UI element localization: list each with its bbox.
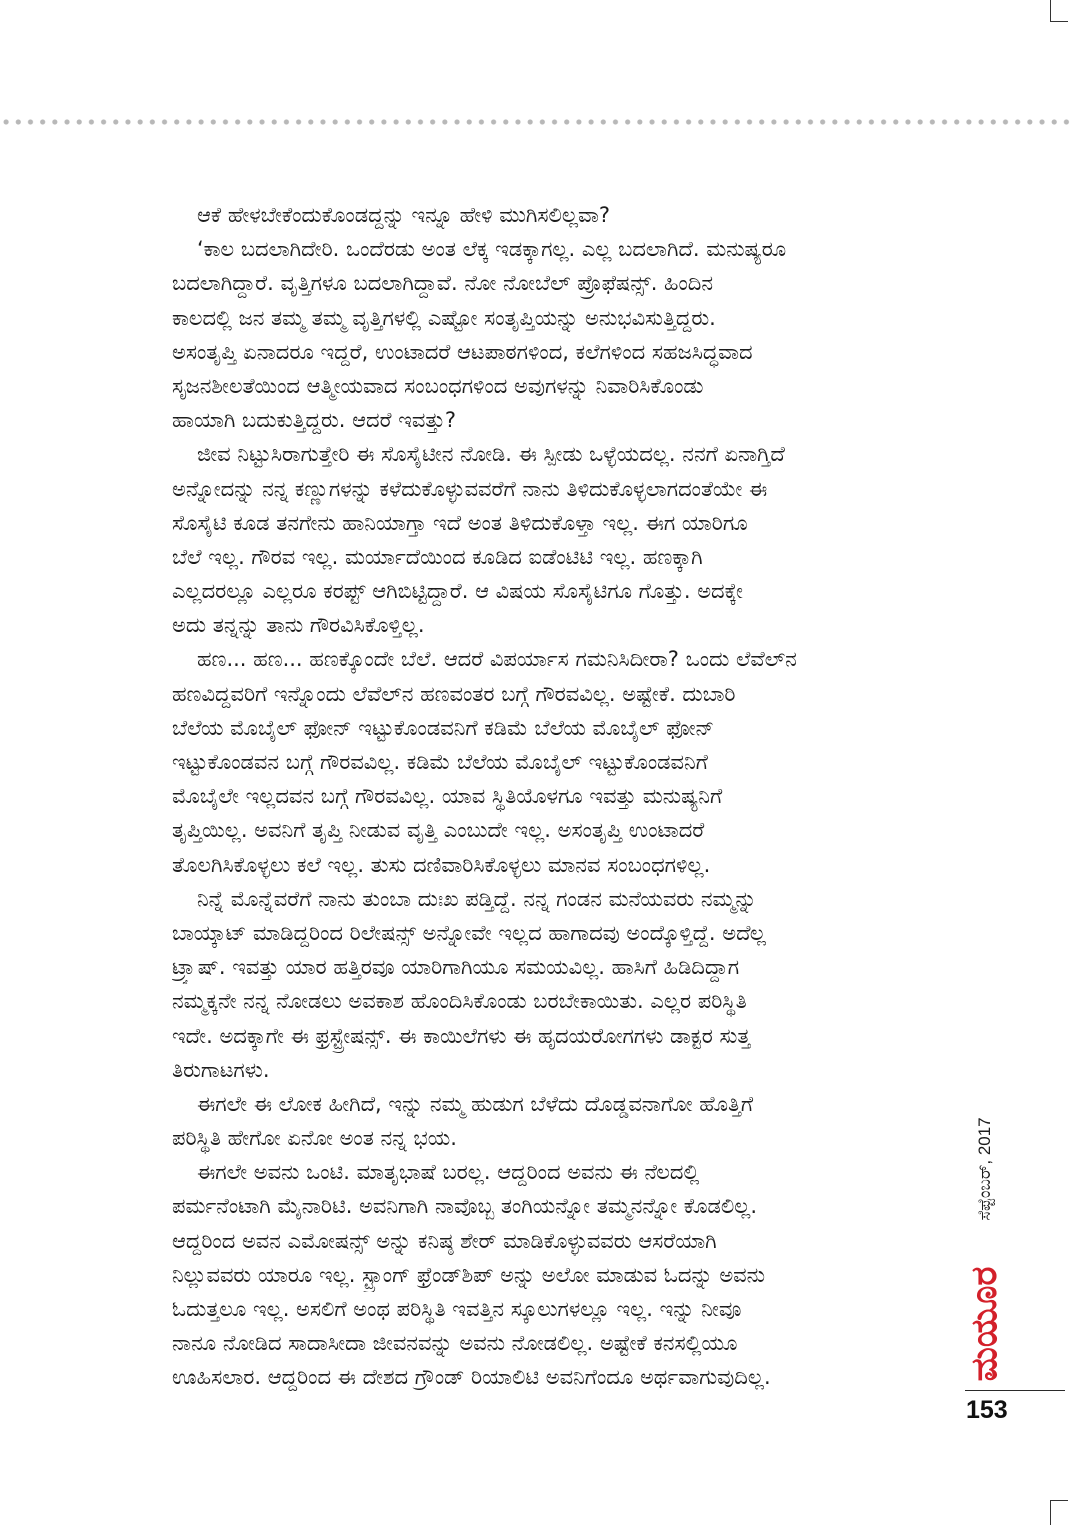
paragraph [172, 1087, 920, 1155]
text-line: ಹಣವಿದ್ದವರಿಗೆ ಇನ್ನೊಂದು ಲೆವೆಲ್‌ನ ಹಣವಂತರ ಬಗ್ಗೆ ಗೌರವವಿಲ್ಲ. ಅಷ್ಟೇಕೆ. ದುಬಾರಿ [172, 681, 736, 706]
text-line: ಆದ್ದರಿಂದ ಅವನ ಎಮೋಷನ್ಸ್ ಅನ್ನು ಕನಿಷ್ಠ ಶೇರ್ ಮಾಡಿಕೊಳ್ಳುವವರು ಆಸರೆಯಾಗಿ [172, 1228, 717, 1253]
dotted-header-rule [0, 119, 1072, 125]
text-line: ತೊಲಗಿಸಿಕೊಳ್ಳಲು ಕಲೆ ಇಲ್ಲ. ತುಸು ದಣಿವಾರಿಸಿಕೊಳ್ಳಲು ಮಾನವ ಸಂಬಂಧಗಳಿಲ್ಲ. [172, 852, 711, 877]
paragraph [172, 642, 920, 881]
crop-mark-bottom-right-horizontal [1050, 1500, 1068, 1501]
article-body [172, 198, 920, 1395]
text-line: ತೃಪ್ತಿಯಿಲ್ಲ. ಅವನಿಗೆ ತೃಪ್ತಿ ನೀಡುವ ವೃತ್ತಿ ಎಂಬುದೇ ಇಲ್ಲ. ಅಸಂತೃಪ್ತಿ ಉಂಟಾದರೆ [172, 818, 705, 843]
text-line: ಜೀವ ನಿಟ್ಟುಸಿರಾಗುತ್ತೇರಿ ಈ ಸೊಸೈಟೀನ ನೋಡಿ. ಈ ಸ್ಪೀಡು ಒಳ್ಳೆಯದಲ್ಲ. ನನಗೆ ಏನಾಗ್ತಿದೆ [197, 442, 785, 467]
crop-mark-bottom-right-vertical [1050, 1500, 1051, 1525]
text-line: ಟ್ರ್ಯಾಷ್. ಇವತ್ತು ಯಾರ ಹತ್ತಿರವೂ ಯಾರಿಗಾಗಿಯೂ ಸಮಯವಿಲ್ಲ. ಹಾಸಿಗೆ ಹಿಡಿದಿದ್ದಾಗ [172, 955, 740, 980]
text-line: ಇಟ್ಟುಕೊಂಡವನ ಬಗ್ಗೆ ಗೌರವವಿಲ್ಲ. ಕಡಿಮೆ ಬೆಲೆಯ ಮೊಬೈಲ್ ಇಟ್ಟುಕೊಂಡವನಿಗೆ [172, 750, 708, 774]
text-line: ಅದು ತನ್ನನ್ನು ತಾನು ಗೌರವಿಸಿಕೊಳ್ತಿಲ್ಲ. [172, 613, 425, 638]
paragraph [172, 437, 920, 642]
text-line: ಕಾಲದಲ್ಲಿ ಜನ ತಮ್ಮ ತಮ್ಮ ವೃತ್ತಿಗಳಲ್ಲಿ ಎಷ್ಟೋ ಸಂತೃಪ್ತಿಯನ್ನು ಅನುಭವಿಸುತ್ತಿದ್ದರು. [172, 305, 716, 330]
text-line: ಬದಲಾಗಿದ್ದಾರೆ. ವೃತ್ತಿಗಳೂ ಬದಲಾಗಿದ್ದಾವೆ. ನೋ ನೋಬೆಲ್ ಪ್ರೊಫೆಷನ್ಸ್. ಹಿಂದಿನ [172, 271, 714, 296]
page-number: 153 [966, 1396, 1008, 1424]
text-line: ಸೊಸೈಟಿ ಕೂಡ ತನಗೇನು ಹಾನಿಯಾಗ್ತಾ ಇದೆ ಅಂತ ತಿಳಿದುಕೊಳ್ತಾ ಇಲ್ಲ. ಈಗ ಯಾರಿಗೂ [172, 510, 748, 535]
text-line: ಪರಿಸ್ಥಿತಿ ಹೇಗೋ ಏನೋ ಅಂತ ನನ್ನ ಭಯ. [172, 1126, 457, 1151]
text-line: ಅಸಂತೃಪ್ತಿ ಏನಾದರೂ ಇದ್ದರೆ, ಉಂಟಾದರೆ ಆಟಪಾಠಗಳಿಂದ, ಕಲೆಗಳಿಂದ ಸಹಜಸಿದ್ಧವಾದ [172, 339, 753, 364]
text-line: ಬೆಲೆಯ ಮೊಬೈಲ್ ಫೋನ್ ಇಟ್ಟುಕೊಂಡವನಿಗೆ ಕಡಿಮೆ ಬೆಲೆಯ ಮೊಬೈಲ್ ಫೋನ್ [172, 715, 715, 740]
text-line: ಹಾಯಾಗಿ ಬದುಕುತ್ತಿದ್ದರು. ಆದರೆ ಇವತ್ತು? [172, 408, 457, 433]
text-line: ಮೊಬೈಲೇ ಇಲ್ಲದವನ ಬಗ್ಗೆ ಗೌರವವಿಲ್ಲ. ಯಾವ ಸ್ಥಿತಿಯೊಳಗೂ ಇವತ್ತು ಮನುಷ್ಯನಿಗೆ [172, 784, 723, 809]
text-line: ಆಕೆ ಹೇಳಬೇಕೆಂದುಕೊಂಡದ್ದನ್ನು ಇನ್ನೂ ಹೇಳಿ ಮುಗಿಸಲಿಲ್ಲವಾ? [197, 203, 611, 227]
text-line: ನಿಲ್ಲುವವರು ಯಾರೂ ಇಲ್ಲ. ಸ್ಟ್ರಾಂಗ್ ಫ್ರೆಂಡ್‌ಶಿಪ್ ಅನ್ನು ಅಲೋ ಮಾಡುವ ಓದನ್ನು ಅವನು [172, 1262, 766, 1287]
text-line: ಬಾಯ್ಕಾಟ್ ಮಾಡಿದ್ದರಿಂದ ರಿಲೇಷನ್ಸ್ ಅನ್ನೋವೇ ಇಲ್ಲದ ಹಾಗಾದವು ಅಂದ್ಕೊಳ್ತಿದ್ದೆ. ಅದೆಲ್ಲ [172, 920, 766, 945]
text-line: ಇದೇ. ಅದಕ್ಕಾಗೇ ಈ ಫ್ರಸ್ಟ್ರೇಷನ್ಸ್. ಈ ಕಾಯಿಲೆಗಳು ಈ ಹೃದಯರೋಗಗಳು ಡಾಕ್ಟರ ಸುತ್ತ [172, 1023, 751, 1048]
magazine-logo: ಮಯೂರ [964, 1266, 1005, 1382]
text-line: ಅನ್ನೋದನ್ನು ನನ್ನ ಕಣ್ಣುಗಳನ್ನು ಕಳೆದುಕೊಳ್ಳುವವರೆಗೆ ನಾನು ತಿಳಿದುಕೊಳ್ಳಲಾಗದಂತೆಯೇ ಈ [172, 476, 768, 501]
text-line: ಪರ್ಮನೆಂಟಾಗಿ ಮೈನಾರಿಟಿ. ಅವನಿಗಾಗಿ ನಾವೊಬ್ಬ ತಂಗಿಯನ್ನೋ ತಮ್ಮನನ್ನೋ ಕೊಡಲಿಲ್ಲ. [172, 1194, 758, 1219]
crop-mark-top-right-vertical [1050, 0, 1051, 22]
text-line: ನಾನೂ ನೋಡಿದ ಸಾದಾಸೀದಾ ಜೀವನವನ್ನು ಅವನು ನೋಡಲಿಲ್ಲ. ಅಷ್ಟೇಕೆ ಕನಸಲ್ಲಿಯೂ [172, 1331, 738, 1356]
text-line: ‘ಕಾಲ ಬದಲಾಗಿದೇರಿ. ಒಂದೆರಡು ಅಂತ ಲೆಕ್ಕ ಇಡಕ್ಕಾಗಲ್ಲ. ಎಲ್ಲ ಬದಲಾಗಿದೆ. ಮನುಷ್ಯರೂ [197, 237, 787, 262]
text-line: ನಮ್ಮಕ್ಕನೇ ನನ್ನ ನೋಡಲು ಅವಕಾಶ ಹೊಂದಿಸಿಕೊಂಡು ಬರಬೇಕಾಯಿತು. ಎಲ್ಲರ ಪರಿಸ್ಥಿತಿ [172, 989, 747, 1014]
paragraph [172, 198, 920, 232]
text-line: ನಿನ್ನೆ ಮೊನ್ನೆವರೆಗೆ ನಾನು ತುಂಬಾ ದುಃಖ ಪಡ್ತಿದ್ದೆ. ನನ್ನ ಗಂಡನ ಮನೆಯವರು ನಮ್ಮನ್ನು [197, 886, 757, 911]
text-line: ಈಗಲೇ ಅವನು ಒಂಟಿ. ಮಾತೃಭಾಷೆ ಬರಲ್ಲ. ಆದ್ದರಿಂದ ಅವನು ಈ ನೆಲದಲ್ಲಿ [197, 1160, 700, 1185]
crop-mark-top-right-horizontal [1050, 21, 1068, 22]
issue-date: ಸೆಪ್ಟೆಂಬರ್, 2017 [975, 1117, 994, 1221]
text-line: ಈಗಲೇ ಈ ಲೋಕ ಹೀಗಿದೆ, ಇನ್ನು ನಮ್ಮ ಹುಡುಗ ಬೆಳೆದು ದೊಡ್ಡವನಾಗೋ ಹೊತ್ತಿಗೆ [197, 1091, 754, 1116]
text-line: ಸೃಜನಶೀಲತೆಯಿಂದ ಆತ್ಮೀಯವಾದ ಸಂಬಂಧಗಳಿಂದ ಅವುಗಳನ್ನು ನಿವಾರಿಸಿಕೊಂಡು [172, 373, 704, 398]
text-line: ತಿರುಗಾಟಗಳು. [172, 1057, 270, 1082]
text-line: ಬೆಲೆ ಇಲ್ಲ. ಗೌರವ ಇಲ್ಲ. ಮರ್ಯಾದೆಯಿಂದ ಕೂಡಿದ ಐಡೆಂಟಿಟಿ ಇಲ್ಲ. ಹಣಕ್ಕಾಗಿ [172, 544, 703, 569]
paragraph [172, 232, 920, 437]
text-line: ಹಣ... ಹಣ... ಹಣಕ್ಕೊಂದೇ ಬೆಲೆ. ಆದರೆ ವಿಪರ್ಯಾಸ ಗಮನಿಸಿದೀರಾ? ಒಂದು ಲೆವೆಲ್‌ನ [197, 647, 797, 672]
text-line: ಓದುತ್ತಲೂ ಇಲ್ಲ. ಅಸಲಿಗೆ ಅಂಥ ಪರಿಸ್ಥಿತಿ ಇವತ್ತಿನ ಸ್ಕೂಲುಗಳಲ್ಲೂ ಇಲ್ಲ. ಇನ್ನು ನೀವೂ [172, 1297, 742, 1321]
paragraph [172, 1155, 920, 1394]
text-line: ಊಹಿಸಲಾರ. ಆದ್ದರಿಂದ ಈ ದೇಶದ ಗ್ರೌಂಡ್ ರಿಯಾಲಿಟಿ ಅವನಿಗೆಂದೂ ಅರ್ಥವಾಗುವುದಿಲ್ಲ. [172, 1365, 771, 1390]
page-number-rule [965, 1390, 1065, 1391]
text-line: ಎಲ್ಲದರಲ್ಲೂ ಎಲ್ಲರೂ ಕರಪ್ಟ್ ಆಗಿಬಿಟ್ಟಿದ್ದಾರೆ. ಆ ವಿಷಯ ಸೊಸೈಟಿಗೂ ಗೊತ್ತು. ಅದಕ್ಕೇ [172, 579, 743, 604]
paragraph [172, 882, 920, 1087]
